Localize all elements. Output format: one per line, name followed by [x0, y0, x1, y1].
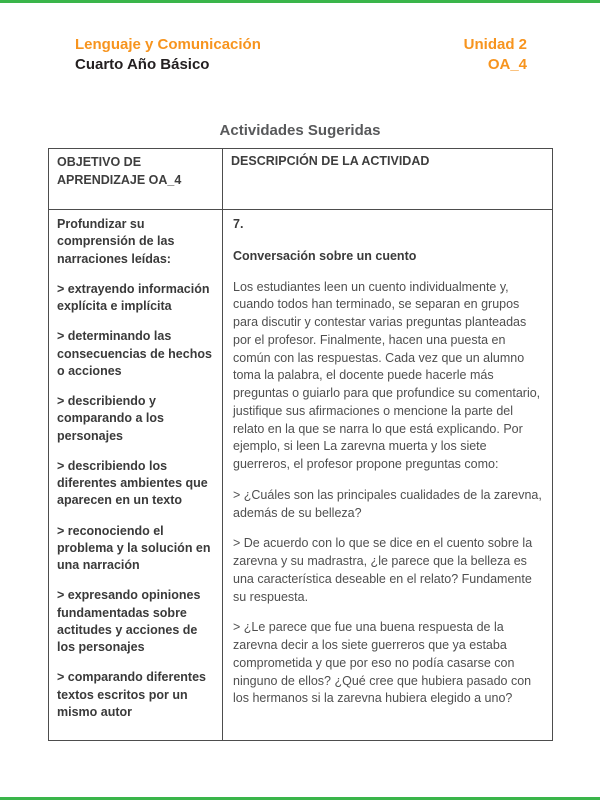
objective-bullet: > describiendo y comparando a los personajes [57, 394, 164, 443]
activity-subtitle: Conversación sobre un cuento [233, 248, 417, 263]
objective-bullet: > comparando diferentes textos escritos por un mismo autor [57, 670, 206, 719]
table-body-row [49, 210, 553, 741]
grade-level: Cuarto Año Básico [75, 55, 210, 73]
activity-paragraph-list [233, 279, 542, 709]
page-title: Actividades Sugeridas [219, 122, 381, 139]
subject-title: Lenguaje y Comunicación [75, 36, 261, 53]
top-green-rule [0, 0, 600, 3]
objective-bullet: > determinando las consecuencias de hechos o acciones [57, 329, 212, 378]
objective-cell [49, 210, 223, 741]
activity-paragraph: Los estudiantes leen un cuento individualmente y, cuando todos han terminado, se separan en grupos para discutir y contestar varias preguntas planteadas por el profesor. Finalmente, hacen una puesta en común con las respuestas. Cada vez que un alumno toma la palabra, el docente puede hacerle más preguntas o guiarlo para que profundice su comentario, justifique sus afirmaciones o mencione la parte del relato en la que se narra lo que está explicando. Por ejemplo, si leen La zarevna muerta y los siete guerreros, el profesor propone preguntas como: [233, 279, 541, 471]
objective-bullet: > reconociendo el problema y la solución en una narración [57, 523, 211, 572]
objective-column-header: OBJETIVO DE APRENDIZAJE OA_4 [49, 149, 223, 210]
description-column-header: DESCRIPCIÓN DE LA ACTIVIDAD [223, 149, 553, 210]
page-header [75, 35, 527, 75]
description-cell [223, 210, 553, 741]
oa-code: OA_4 [487, 55, 527, 73]
objective-bullet: > extrayendo información explícita e implícita [57, 281, 210, 313]
objective-intro: Profundizar su comprensión de las narraciones leídas: [57, 217, 175, 266]
activity-paragraph: > De acuerdo con lo que se dice en el cuento sobre la zarevna y su madrastra, ¿le parece que la belleza es una característica deseable en el relato? Fundamente su respuesta. [233, 536, 533, 604]
objective-bullet: > describiendo los diferentes ambientes que aparecen en un texto [57, 458, 208, 508]
header-right [464, 35, 527, 75]
activity-number: 7. [233, 217, 244, 231]
objective-bullet: > expresando opiniones fundamentadas sobre actitudes y acciones de los personajes [57, 588, 201, 654]
activity-paragraph: > ¿Le parece que fue una buena respuesta de la zarevna decir a los siete guerreros que ya estaba comprometida y que por eso no podía casarse con ninguno de ellos? ¿Qué cree que hubiera pasado con los hermanos si la zarevna hubiera elegido a uno? [233, 620, 532, 706]
table-header-row [49, 149, 553, 210]
activity-table [48, 148, 553, 741]
activity-paragraph: > ¿Cuáles son las principales cualidades de la zarevna, además de su belleza? [233, 487, 542, 520]
header-left [75, 35, 261, 75]
unit-label: Unidad 2 [463, 36, 527, 53]
objective-bullet-list [57, 281, 214, 721]
